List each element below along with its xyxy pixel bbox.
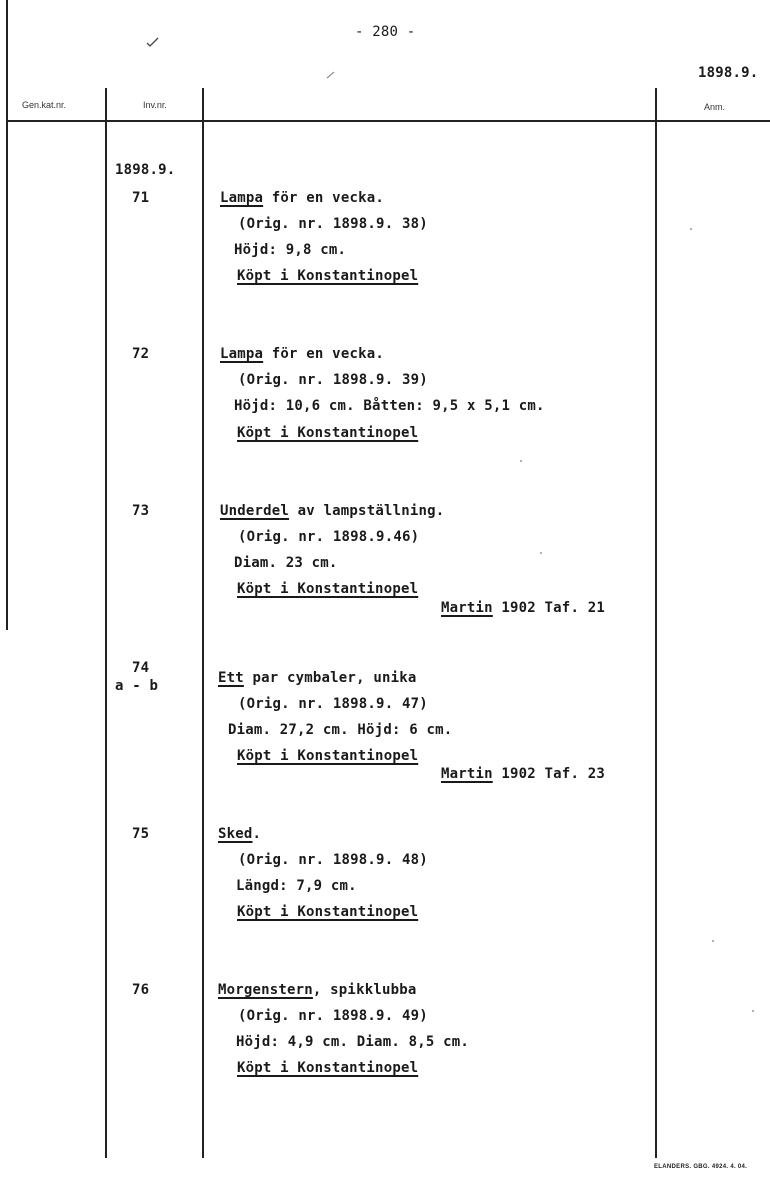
inventory-number: 74: [132, 660, 150, 676]
object-name: Ett: [218, 670, 244, 686]
inventory-number-suffix: a - b: [115, 678, 159, 694]
catalogue-entry-title: [220, 346, 384, 362]
pencil-check-mark: [146, 36, 160, 48]
original-number: (Orig. nr. 1898.9.46): [238, 529, 420, 545]
acquisition-note: Köpt i Konstantinopel: [237, 581, 419, 597]
measurements: Längd: 7,9 cm.: [236, 878, 357, 894]
object-name: Morgenstern: [218, 982, 313, 998]
original-number: (Orig. nr. 1898.9. 47): [238, 696, 428, 712]
column-header-anm: Anm.: [704, 102, 726, 112]
pencil-stroke-mark: [326, 70, 336, 80]
object-name: Lampa: [220, 346, 264, 362]
left-binding-line: [6, 0, 8, 630]
reference-author: Martin: [441, 600, 493, 616]
column-header-invnr: Inv.nr.: [143, 100, 167, 110]
acquisition-note: Köpt i Konstantinopel: [237, 425, 419, 441]
inventory-number: 73: [132, 503, 150, 519]
acquisition-note: Köpt i Konstantinopel: [237, 268, 419, 284]
original-number: (Orig. nr. 1898.9. 38): [238, 216, 428, 232]
column-header-genkat: Gen.kat.nr.: [22, 100, 67, 110]
column-divider-text-anm: [655, 88, 657, 1158]
reference-author: Martin: [441, 766, 493, 782]
measurements: Höjd: 4,9 cm. Diam. 8,5 cm.: [236, 1034, 469, 1050]
scan-speck: [752, 1010, 754, 1012]
catalogue-entry-title: [218, 670, 416, 686]
inventory-number: 72: [132, 346, 150, 362]
inventory-number: 75: [132, 826, 150, 842]
object-description: för en vecka.: [263, 346, 384, 362]
original-number: (Orig. nr. 1898.9. 49): [238, 1008, 428, 1024]
acquisition-note: Köpt i Konstantinopel: [237, 748, 419, 764]
reference-plate: 1902 Taf. 21: [492, 600, 605, 616]
column-divider-invnr-text: [202, 88, 204, 1158]
page-number: - 280 -: [355, 24, 416, 40]
measurements: Diam. 27,2 cm. Höjd: 6 cm.: [228, 722, 453, 738]
acquisition-note: Köpt i Konstantinopel: [237, 904, 419, 920]
printer-imprint: ELANDERS. GBG. 4924. 4. 04.: [654, 1164, 748, 1170]
catalogue-entry-title: [218, 826, 261, 842]
object-description: .: [252, 826, 262, 842]
reference-plate: 1902 Taf. 23: [492, 766, 605, 782]
catalogue-entry-title: [218, 982, 416, 998]
object-name: Lampa: [220, 190, 264, 206]
inventory-number: 71: [132, 190, 150, 206]
literature-reference: [441, 600, 605, 616]
object-description: av lampställning.: [289, 503, 445, 519]
original-number: (Orig. nr. 1898.9. 39): [238, 372, 428, 388]
scan-speck: [690, 228, 692, 230]
object-name: Sked: [218, 826, 253, 842]
catalogue-entry-title: [220, 190, 384, 206]
object-description: , spikklubba: [312, 982, 417, 998]
measurements: Höjd: 10,6 cm. Båtten: 9,5 x 5,1 cm.: [234, 398, 545, 414]
acquisition-note: Köpt i Konstantinopel: [237, 1060, 419, 1076]
column-divider-genkat-invnr: [105, 88, 107, 1158]
series-label: 1898.9.: [115, 162, 176, 178]
scan-speck: [712, 940, 714, 942]
measurements: Höjd: 9,8 cm.: [234, 242, 347, 258]
scan-speck: [520, 460, 522, 462]
inventory-number: 76: [132, 982, 150, 998]
year-heading: 1898.9.: [698, 65, 759, 81]
object-description: par cymbaler, unika: [243, 670, 417, 686]
original-number: (Orig. nr. 1898.9. 48): [238, 852, 428, 868]
literature-reference: [441, 766, 605, 782]
object-description: för en vecka.: [263, 190, 384, 206]
catalogue-entry-title: [220, 503, 444, 519]
object-name: Underdel: [220, 503, 290, 519]
measurements: Diam. 23 cm.: [234, 555, 338, 571]
scan-speck: [540, 552, 542, 554]
